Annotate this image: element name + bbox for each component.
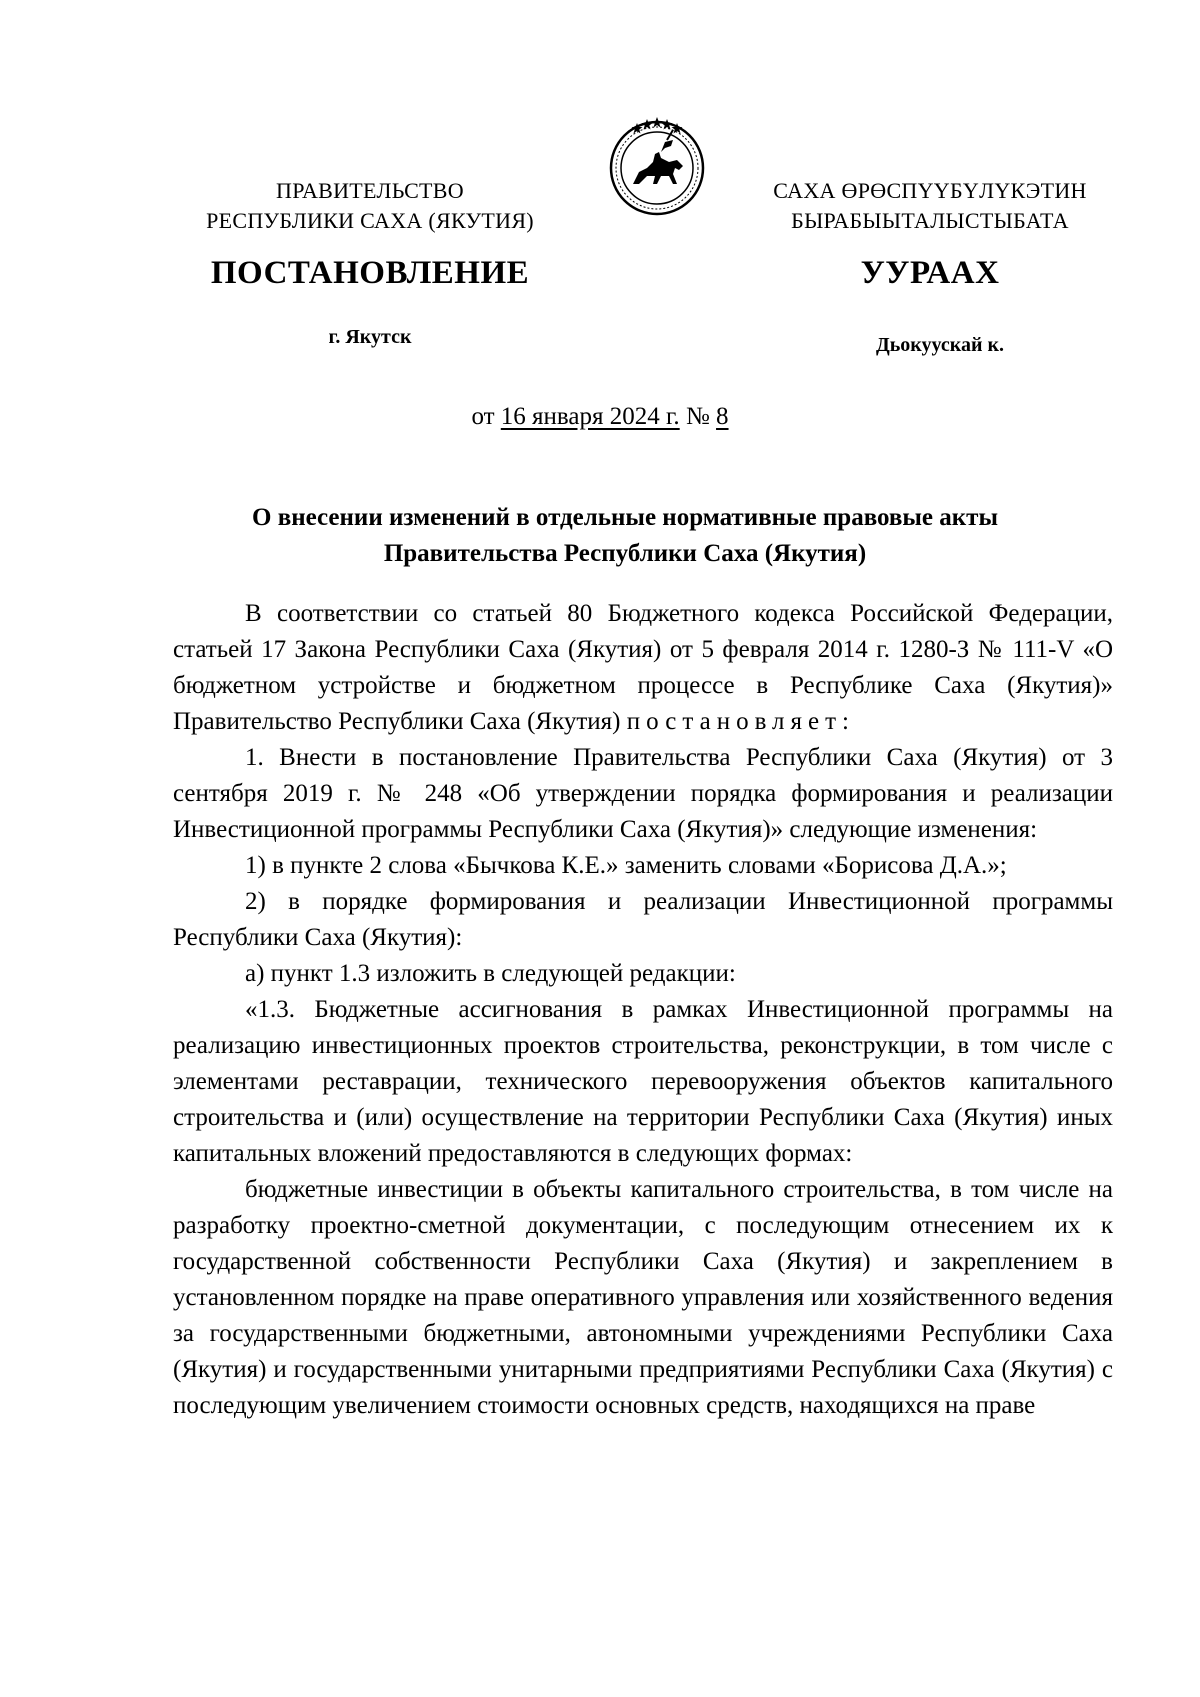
date-prefix: от [471,403,495,430]
body-paragraph-1: 1. Внести в постановление Правительства Республики Саха (Якутия) от 3 сентября 2019 г. № 248 «Об утверждении порядка формирования и реализации Инвестиционной программы Республики Саха (Якутия)» следующие изменения: [173,744,1113,843]
body-paragraph-a: а) пункт 1.3 изложить в следующей редакции: [245,960,736,987]
government-name-sah-line1: САХА ӨРӨСПҮҮБҮЛҮКЭТИН [773,178,1087,203]
city-sah: Дьокуускай к. [875,334,1005,356]
body-paragraph-1-2: 2) в порядке формирования и реализации Инвестиционной программы Республики Саха (Якутия): [173,888,1113,951]
preamble-text: В соответствии со статьей 80 Бюджетного кодекса Российской Федерации, статьей 17 Закона Республики Саха (Якутия) от 5 февраля 2014 г. 1280-З № 111-V «О бюджетном устройстве и бюджетном процессе в Республике Саха (Якутия)» Правительство Республики Саха (Якутия) [173,600,1113,735]
republic-emblem-icon [603,112,711,220]
document-title [170,500,1080,572]
body-paragraph-preamble [173,596,1113,740]
government-name-ru [185,176,555,236]
government-name-sah-line2: БЫРАБЫЫТАЛЫСТЫБАТА [791,208,1069,233]
body-paragraph-1-1: 1) в пункте 2 слова «Бычкова К.Е.» заменить словами «Борисова Д.А.»; [245,852,1007,879]
body-paragraph-1-3: «1.3. Бюджетные ассигнования в рамках Инвестиционной программы на реализацию инвестиционных проектов строительства, реконструкции, в том числе с элементами реставрации, технического перевооружения объектов капитального строительства и (или) осуществление на территории Республики Саха (Якутия) иных капитальных вложений предоставляются в следующих формах: [173,996,1113,1167]
government-name-ru-line1: ПРАВИТЕЛЬСТВО [276,178,464,203]
document-title-line2: Правительства Республики Саха (Якутия) [383,540,867,567]
document-body [173,596,1113,1424]
document-type-sah: УУРААХ [860,255,1000,291]
document-title-line1: О внесении изменений в отдельные нормативные правовые акты [252,504,998,531]
city-ru: г. Якутск [328,326,412,348]
document-type-ru: ПОСТАНОВЛЕНИЕ [210,255,530,291]
document-date: 16 января 2024 г. [500,403,680,430]
government-name-ru-line2: РЕСПУБЛИКИ САХА (ЯКУТИЯ) [206,208,534,233]
document-number: 8 [716,403,729,430]
government-name-sah [755,176,1105,236]
body-paragraph-investments: бюджетные инвестиции в объекты капитального строительства, в том числе на разработку проектно-сметной документации, с последующим отнесением их к государственной собственности Республики Саха (Якутия) и закреплением в установленном порядке на праве оперативного управления или хозяйственного ведения за государственными бюджетными, автономными учреждениями Республики Саха (Якутия) и государственными унитарными предприятиями Республики Саха (Якутия) с последующим увеличением стоимости основных средств, находящихся на праве [173,1176,1113,1419]
resolves-verb: постановляет: [626,708,855,735]
number-sign: № [685,403,710,430]
document-date-line [0,403,1200,431]
